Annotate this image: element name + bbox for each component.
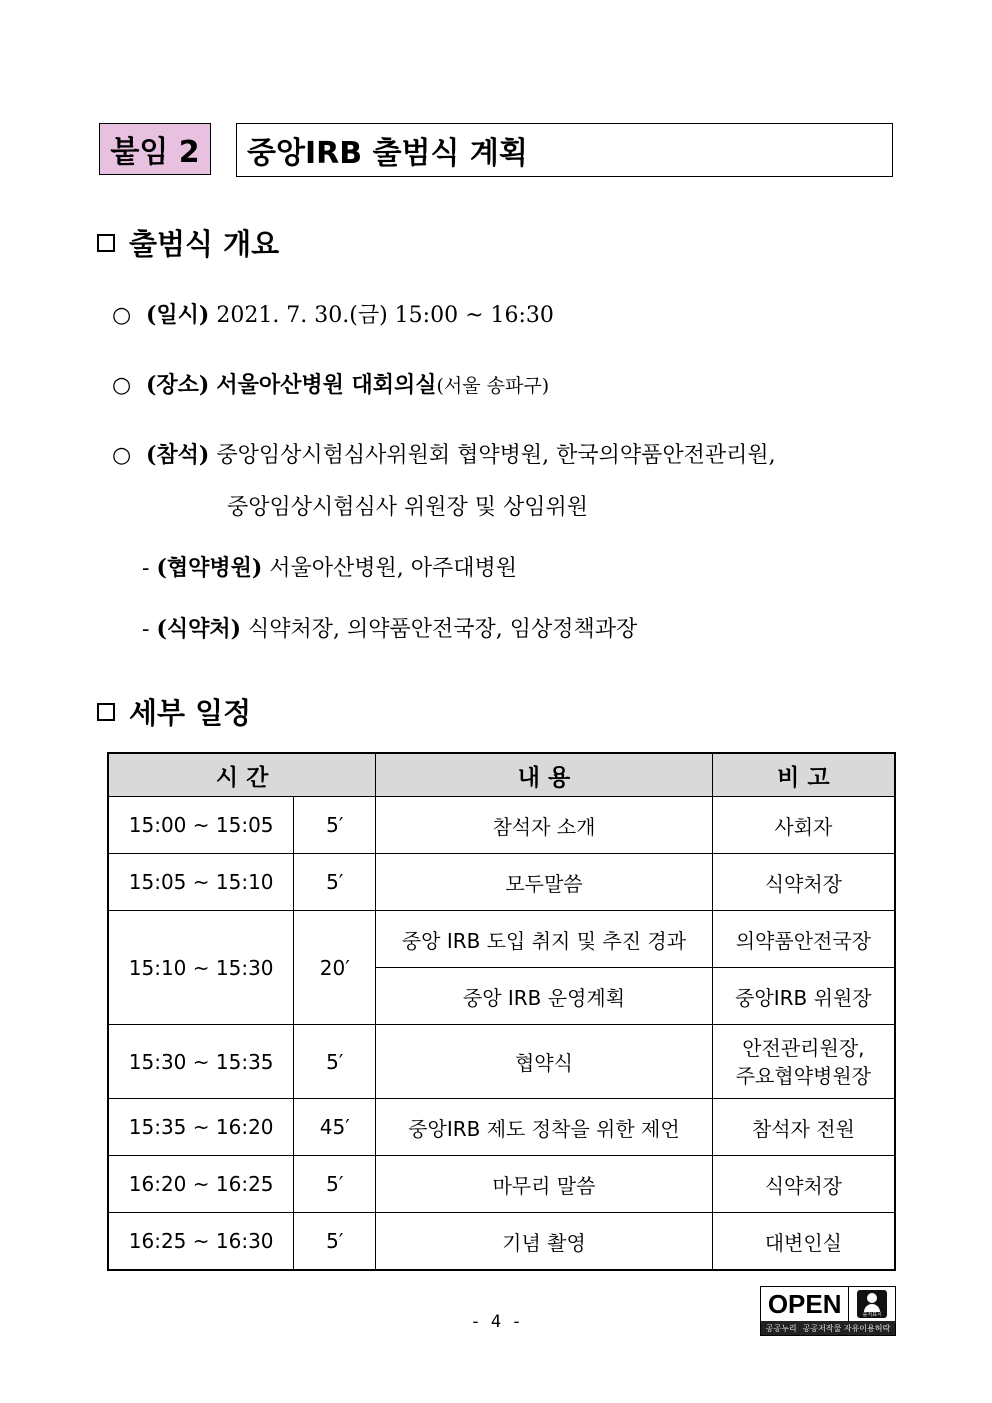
note-cell: 식약처장	[712, 1156, 895, 1213]
item-label: (참석)	[146, 442, 210, 468]
circle-bullet-icon: ○	[112, 303, 132, 328]
time-cell: 15:05 ~ 15:10	[108, 854, 294, 911]
table-row	[108, 1025, 895, 1099]
note-cell	[712, 1025, 895, 1099]
duration-cell: 5′	[294, 1213, 376, 1271]
content-cell: 중앙 IRB 운영계획	[376, 968, 713, 1025]
circle-bullet-icon: ○	[112, 373, 132, 398]
venue-location: (서울 송파구)	[436, 375, 550, 397]
sub-item-label: (식약처)	[156, 616, 242, 642]
duration-cell: 45′	[294, 1099, 376, 1156]
overview-item-attendees-line2	[227, 490, 588, 521]
time-cell: 16:25 ~ 16:30	[108, 1213, 294, 1271]
item-label: (일시)	[146, 302, 210, 328]
duration-cell: 5′	[294, 1025, 376, 1099]
item-text-line1: 중앙임상시험심사위원회 협약병원, 한국의약품안전관리원,	[216, 443, 776, 468]
duration-cell: 5′	[294, 797, 376, 854]
note-cell: 중앙IRB 위원장	[712, 968, 895, 1025]
circle-bullet-icon: ○	[112, 443, 132, 468]
time-cell: 16:20 ~ 16:25	[108, 1156, 294, 1213]
venue-name: 서울아산병원 대회의실	[216, 372, 437, 398]
note-cell: 참석자 전원	[712, 1099, 895, 1156]
time-cell: 15:35 ~ 16:20	[108, 1099, 294, 1156]
section-heading-text: 출범식 개요	[129, 227, 280, 261]
table-row	[108, 1213, 895, 1271]
open-wordmark: OPEN	[767, 1288, 842, 1319]
attachment-tag	[99, 123, 211, 175]
column-header-note: 비 고	[712, 753, 895, 797]
attribution-badge-text: 출처표시	[862, 1312, 882, 1318]
content-cell: 중앙 IRB 도입 취지 및 추진 경과	[376, 911, 713, 968]
section-heading-schedule	[97, 691, 251, 732]
sub-item-text: 식약처장, 의약품안전국장, 임상정책과장	[248, 617, 638, 642]
sub-item-text: 서울아산병원, 아주대병원	[269, 556, 518, 581]
dash-bullet: -	[142, 556, 157, 581]
section-heading-text: 세부 일정	[129, 696, 252, 730]
note-cell: 대변인실	[712, 1213, 895, 1271]
content-cell: 모두말씀	[376, 854, 713, 911]
table-row	[108, 797, 895, 854]
item-text: 2021. 7. 30.(금) 15:00 ~ 16:30	[216, 303, 554, 328]
sub-item-mfds	[142, 612, 637, 643]
item-label: (장소)	[146, 372, 210, 398]
kogl-license-logo	[760, 1286, 896, 1336]
duration-cell: 20′	[294, 911, 376, 1025]
attachment-tag-label: 붙임 2	[110, 135, 200, 170]
table-row	[108, 1156, 895, 1213]
content-cell: 마무리 말씀	[376, 1156, 713, 1213]
sub-item-label: (협약병원)	[156, 555, 263, 581]
attribution-icon	[848, 1287, 895, 1321]
content-cell: 기념 촬영	[376, 1213, 713, 1271]
time-cell: 15:00 ~ 15:05	[108, 797, 294, 854]
time-cell: 15:10 ~ 15:30	[108, 911, 294, 1025]
duration-cell: 5′	[294, 854, 376, 911]
table-row	[108, 911, 895, 968]
column-header-content: 내 용	[376, 753, 713, 797]
item-text-line2: 중앙임상시험심사 위원장 및 상임위원	[227, 495, 589, 520]
note-cell: 의약품안전국장	[712, 911, 895, 968]
overview-item-venue	[112, 368, 549, 399]
checkbox-square-icon	[97, 703, 115, 721]
checkbox-square-icon	[97, 234, 115, 252]
section-heading-overview	[97, 222, 279, 263]
schedule-table	[107, 752, 896, 1271]
content-cell: 중앙IRB 제도 정착을 위한 제언	[376, 1099, 713, 1156]
license-caption-left: 공공누리	[765, 1323, 797, 1333]
table-header-row	[108, 753, 895, 797]
sub-item-partner-hospitals	[142, 551, 517, 582]
note-line: 주요협약병원장	[735, 1063, 871, 1088]
overview-item-attendees	[112, 438, 776, 469]
content-cell: 참석자 소개	[376, 797, 713, 854]
note-cell: 식약처장	[712, 854, 895, 911]
table-row	[108, 854, 895, 911]
column-header-time: 시 간	[108, 753, 376, 797]
duration-cell: 5′	[294, 1156, 376, 1213]
table-row	[108, 1099, 895, 1156]
dash-bullet: -	[142, 617, 157, 642]
license-caption-right: 공공저작물 자유이용허락	[802, 1323, 891, 1333]
document-title	[236, 123, 893, 177]
overview-item-datetime	[112, 298, 554, 329]
page-number: - 4 -	[470, 1312, 522, 1332]
content-cell: 협약식	[376, 1025, 713, 1099]
time-cell: 15:30 ~ 15:35	[108, 1025, 294, 1099]
note-cell: 사회자	[712, 797, 895, 854]
note-line: 안전관리원장,	[742, 1035, 865, 1060]
document-title-text: 중앙IRB 출범식 계획	[247, 136, 528, 171]
license-caption	[761, 1321, 895, 1335]
